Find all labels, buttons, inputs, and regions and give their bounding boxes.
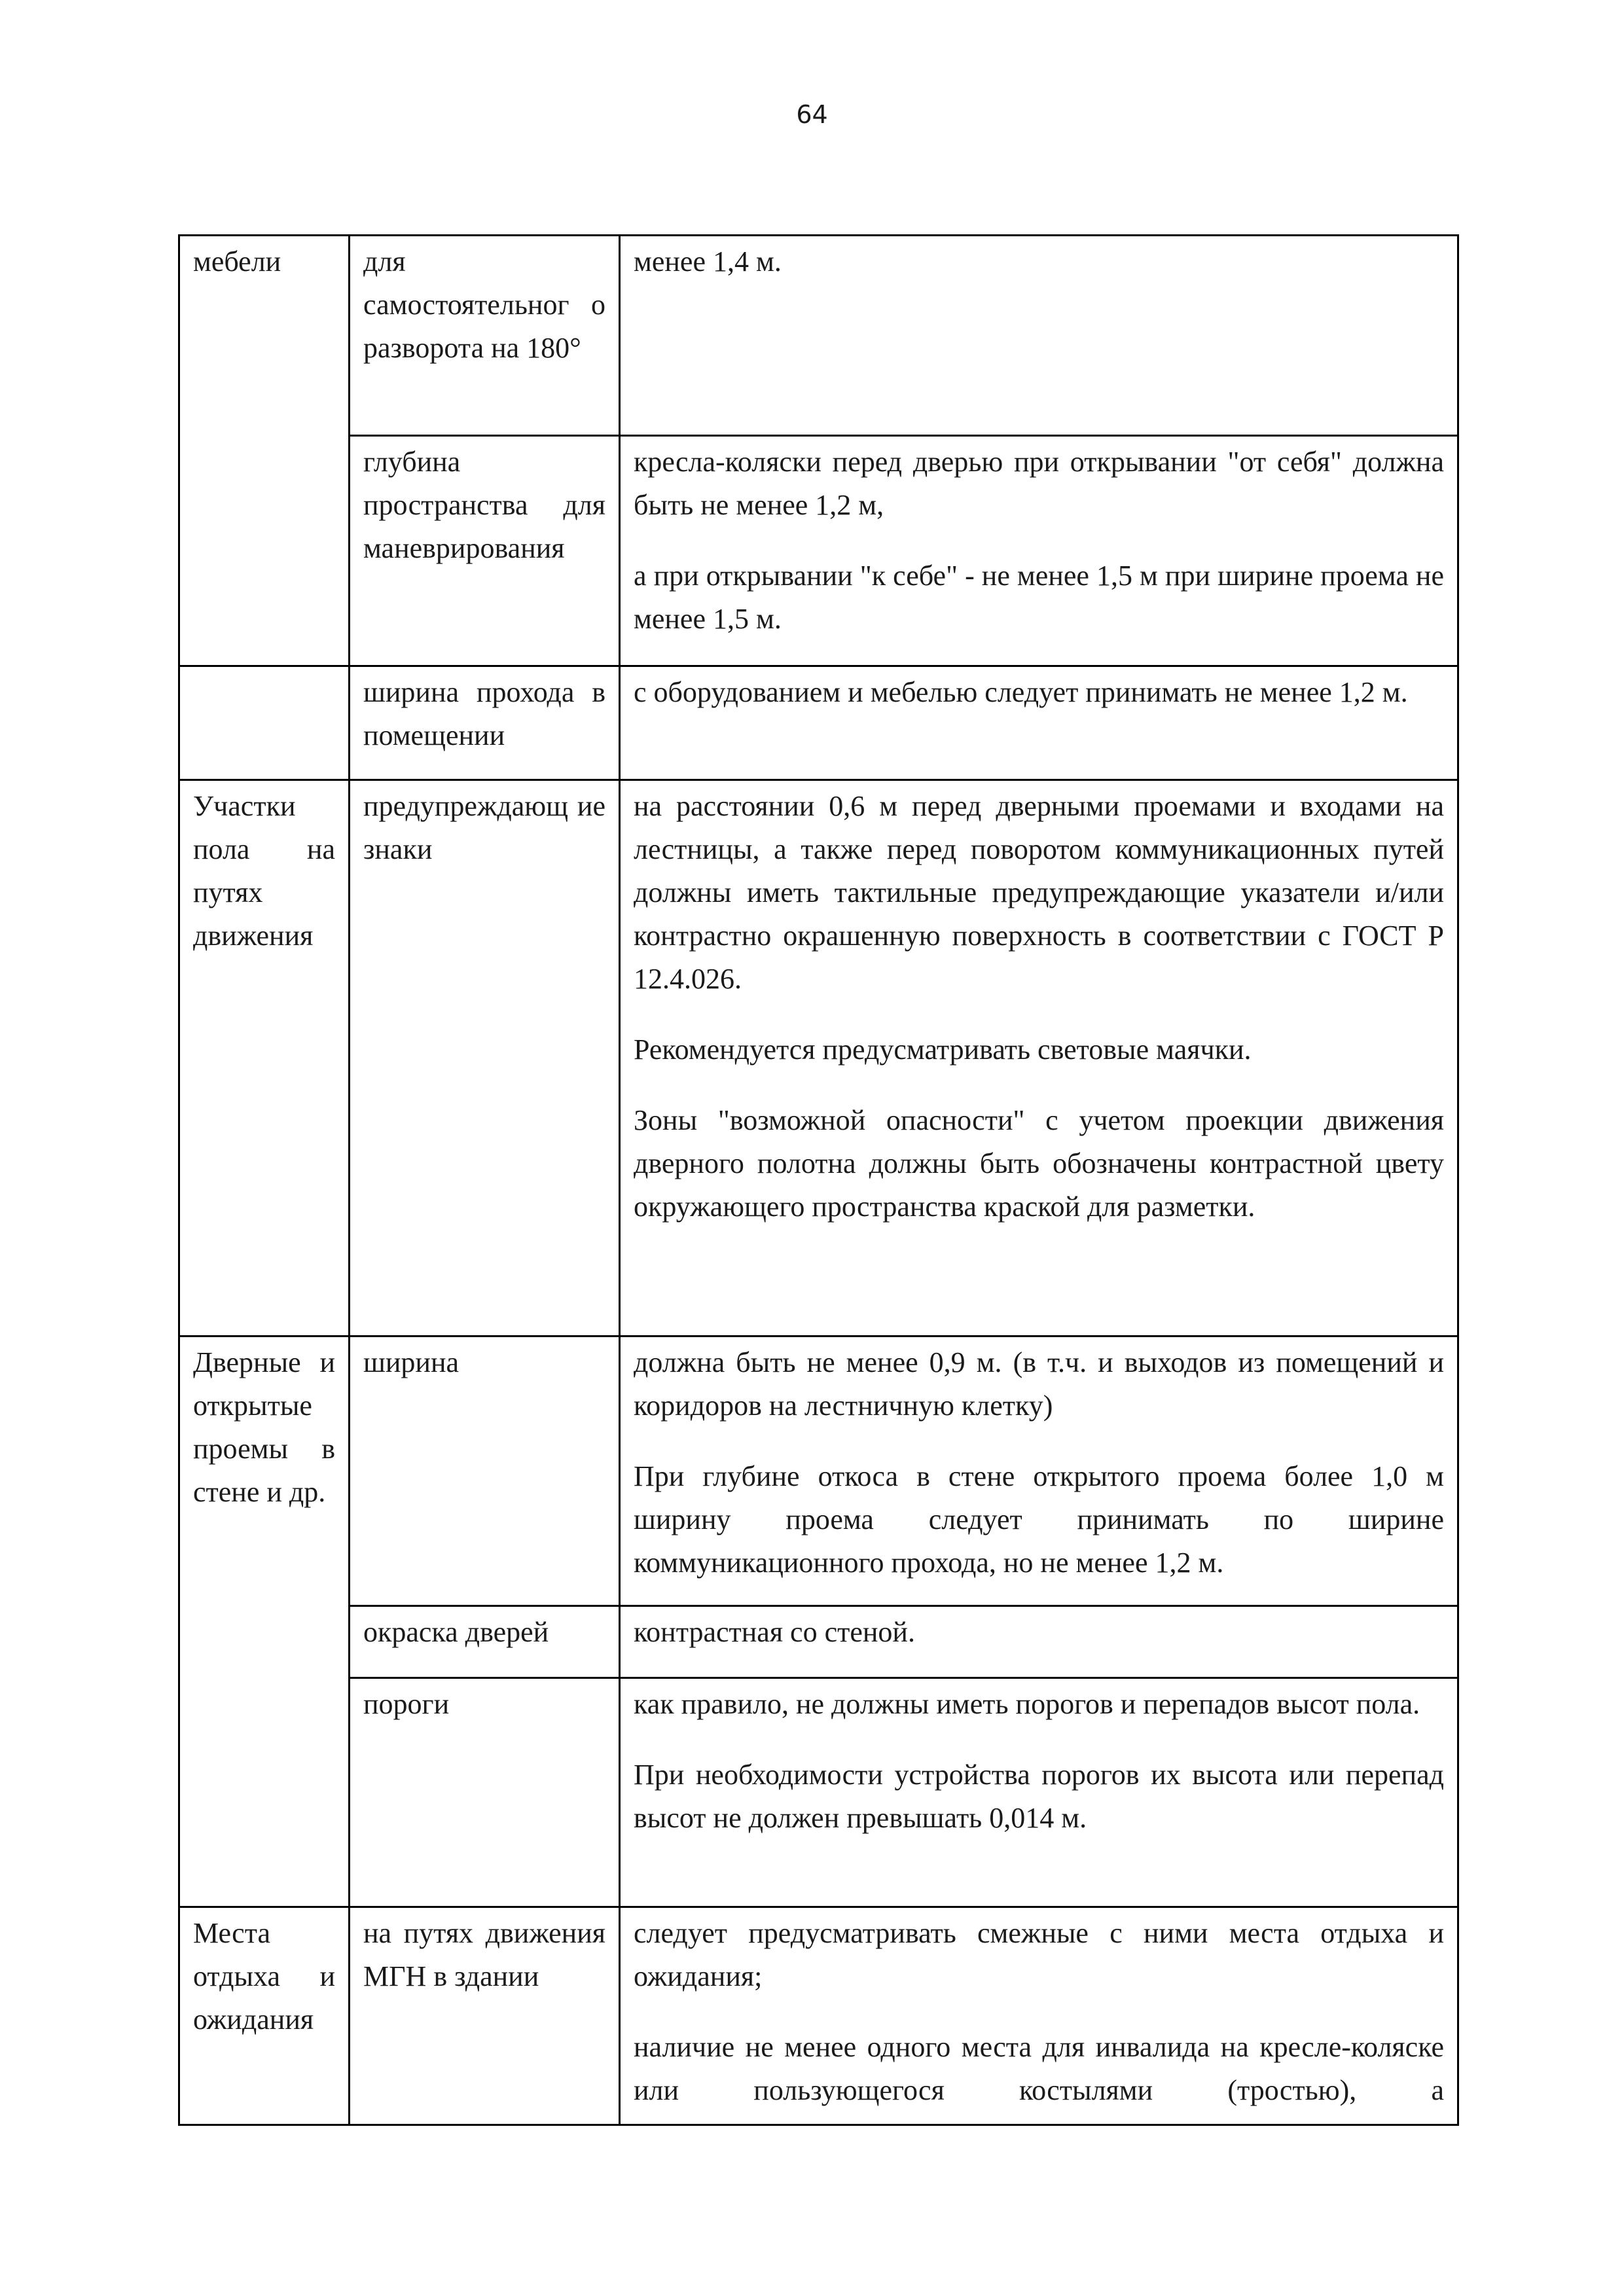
requirement-text: наличие не менее одного места для инвалида на кресле-коляске или пользующегося костылями (тростью), а	[634, 2031, 1444, 2106]
section-cell	[179, 666, 350, 780]
section-cell	[179, 1907, 350, 2125]
requirement-cell	[620, 1606, 1458, 1678]
requirement-cell	[620, 666, 1458, 780]
table-row	[179, 1907, 1458, 2125]
table-row	[179, 780, 1458, 1336]
requirement-text: При глубине откоса в стене открытого проема более 1,0 м ширину проема следует принимать по ширине коммуникационного прохода, но не менее 1,2 м.	[634, 1460, 1444, 1579]
requirement-text: а при открывании "к себе" - не менее 1,5 м при ширине проема не менее 1,5 м.	[634, 560, 1444, 635]
section-label: Дверные и открытые проемы в стене и др.	[193, 1346, 335, 1508]
table-row	[179, 236, 1458, 436]
requirement-cell	[620, 1678, 1458, 1907]
section-cell	[179, 236, 350, 666]
table-row	[179, 666, 1458, 780]
requirement-text: менее 1,4 м.	[634, 245, 782, 278]
section-label: мебели	[193, 245, 281, 278]
requirement-text: контрастная со стеной.	[634, 1616, 915, 1648]
section-cell	[179, 1336, 350, 1907]
table-row	[179, 1606, 1458, 1678]
requirement-text: на расстоянии 0,6 м перед дверными проемами и входами на лестницы, а также перед поворотом коммуникационных путей должны иметь тактильные предупреждающие указатели и/или контрастно окрашенную поверхность в соответствии с ГОСТ Р 12.4.026.	[634, 790, 1444, 995]
parameter-label: предупреждающ ие знаки	[363, 790, 605, 865]
parameter-label: ширина прохода в помещении	[363, 676, 605, 751]
requirement-text: должна быть не менее 0,9 м. (в т.ч. и выходов из помещений и коридоров на лестничную клетку)	[634, 1346, 1444, 1422]
requirement-cell	[620, 436, 1458, 666]
requirement-cell	[620, 1336, 1458, 1606]
requirement-cell	[620, 1907, 1458, 2125]
requirement-text: с оборудованием и мебелью следует принимать не менее 1,2 м.	[634, 676, 1408, 708]
section-label: Места отдыха и ожидания	[193, 1917, 335, 2036]
table-row	[179, 1678, 1458, 1907]
requirement-text: Рекомендуется предусматривать световые маячки.	[634, 1033, 1252, 1066]
parameter-label: пороги	[363, 1688, 450, 1720]
parameter-cell	[350, 1907, 620, 2125]
parameter-label: окраска дверей	[363, 1616, 549, 1648]
parameter-cell	[350, 666, 620, 780]
parameter-cell	[350, 236, 620, 436]
requirement-text: кресла-коляски перед дверью при открывании "от себя" должна быть не менее 1,2 м,	[634, 446, 1444, 521]
parameter-cell	[350, 1606, 620, 1678]
parameter-cell	[350, 1336, 620, 1606]
parameter-label: на путях движения МГН в здании	[363, 1917, 605, 1992]
parameter-label: ширина	[363, 1346, 460, 1378]
requirement-text: как правило, не должны иметь порогов и перепадов высот пола.	[634, 1688, 1420, 1720]
requirements-table	[178, 234, 1459, 2126]
requirement-text: Зоны "возможной опасности" с учетом проекции движения дверного полотна должны быть обозначены контрастной цвету окружающего пространства краской для разметки.	[634, 1104, 1444, 1223]
requirement-cell	[620, 780, 1458, 1336]
requirement-cell	[620, 236, 1458, 436]
page-number: 64	[796, 100, 828, 129]
requirement-text: При необходимости устройства порогов их высота или перепад высот не должен превышать 0,014 м.	[634, 1759, 1444, 1834]
section-cell	[179, 780, 350, 1336]
parameter-cell	[350, 1678, 620, 1907]
requirement-text: следует предусматривать смежные с ними места отдыха и ожидания;	[634, 1917, 1444, 1992]
parameter-cell	[350, 436, 620, 666]
parameter-label: глубина пространства для маневрирования	[363, 446, 605, 564]
parameter-label: для самостоятельног о разворота на 180°	[363, 245, 605, 364]
section-label: Участки пола на путях движения	[193, 790, 335, 952]
parameter-cell	[350, 780, 620, 1336]
table-row	[179, 1336, 1458, 1606]
table-row	[179, 436, 1458, 666]
